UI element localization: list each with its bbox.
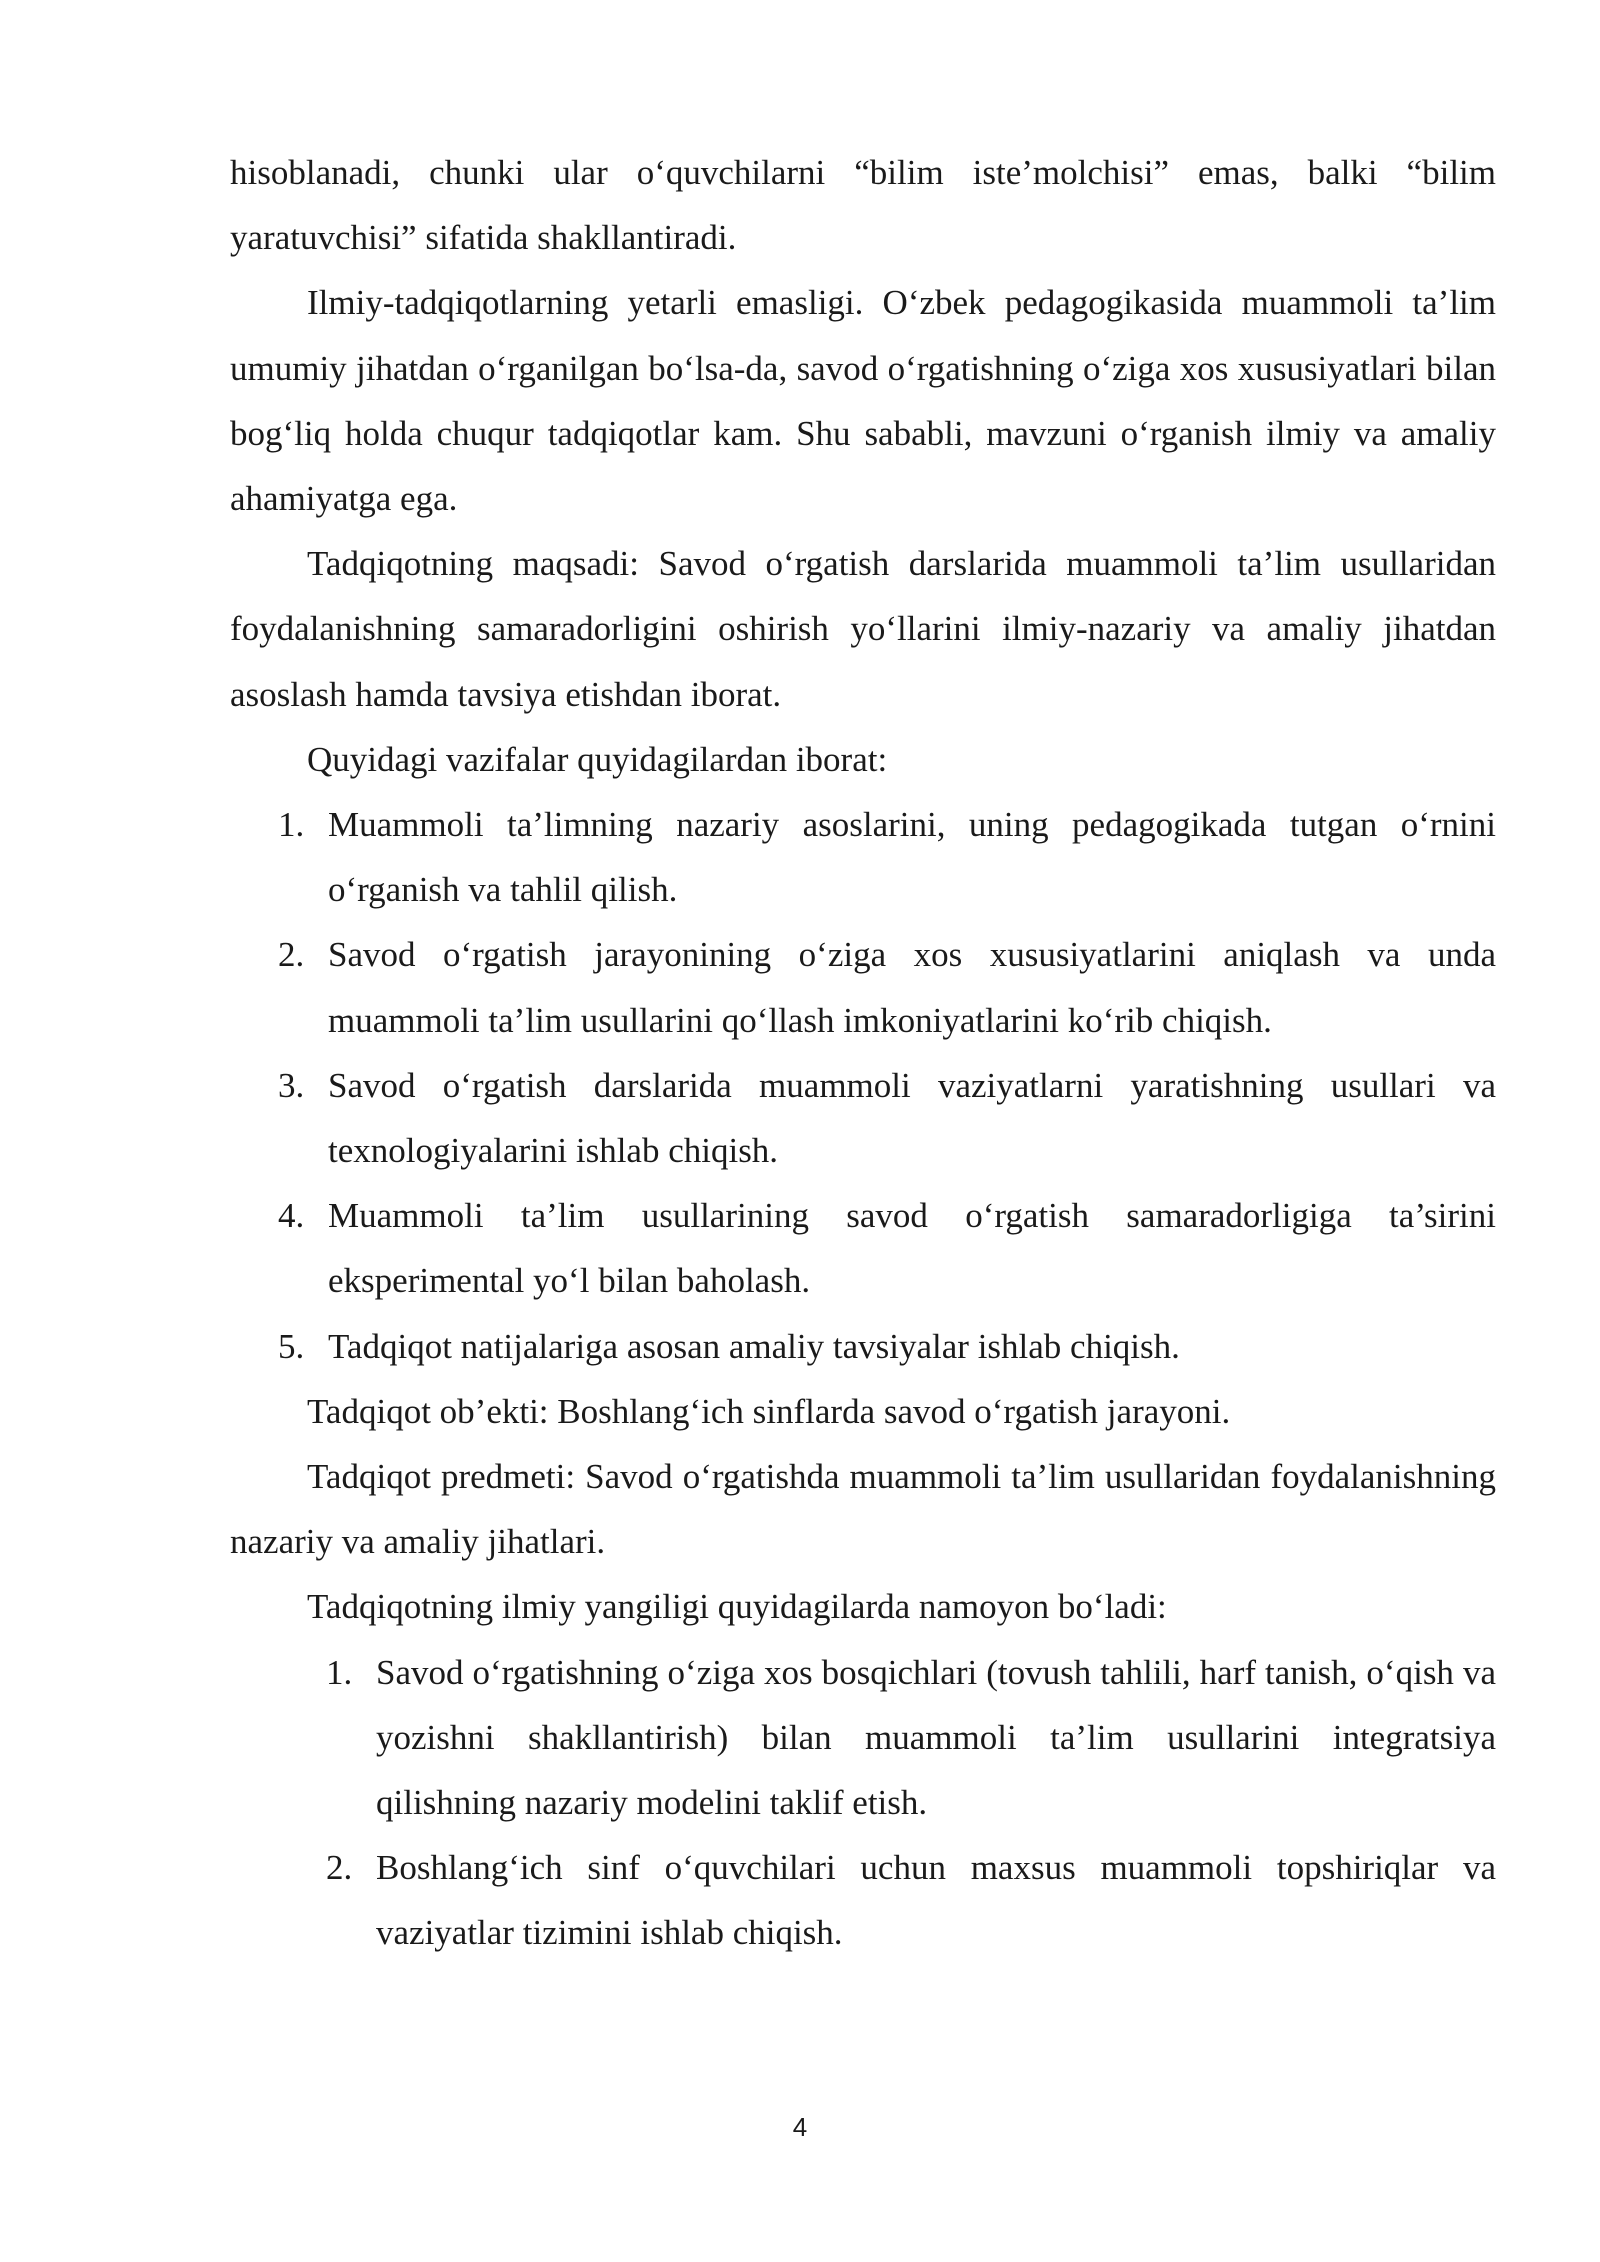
list-item-text: Savod o‘rgatish jarayonining o‘ziga xos xususiyatlarini aniqlash va unda muammoli ta’lim usullarini qo‘llash imkoniyatlarini ko‘rib chiqish. [328, 935, 1496, 1040]
paragraph-research-gap: Ilmiy-tadqiqotlarning yetarli emasligi. O‘zbek pedagogikasida muammoli ta’lim umumiy jihatdan o‘rganilgan bo‘lsa-da, savod o‘rgatishning o‘ziga xos xususiyatlari bilan bog‘liq holda chuqur tadqiqotlar kam. Shu sababli, mavzuni o‘rganish ilmiy va amaliy ahamiyatga ega. [230, 283, 1496, 519]
page-number: 4 [792, 2112, 808, 2142]
list-item-number: 2. [326, 1848, 353, 1888]
list-item-text: Savod o‘rgatish darslarida muammoli vaziyatlarni yaratishning usullari va texnologiyalarini ishlab chiqish. [328, 1065, 1496, 1171]
paragraph-research-subject: Tadqiqot predmeti: Savod o‘rgatishda muammoli ta’lim usullaridan foydalanishning nazariy va amaliy jihatlari. [230, 1457, 1496, 1562]
paragraph-continuation: hisoblanadi, chunki ular o‘quvchilarni “bilim iste’molchisi” emas, balki “bilim yaratuvchisi” sifatida shakllantiradi. [230, 153, 1496, 258]
page-body [230, 140, 1496, 1966]
list-item [230, 1183, 1496, 1313]
list-item [230, 792, 1496, 922]
list-item [230, 1314, 1496, 1379]
list-item [230, 1835, 1496, 1965]
list-item-text: Boshlang‘ich sinf o‘quvchilari uchun maxsus muammoli topshiriqlar va vaziyatlar tizimini ishlab chiqish. [376, 1848, 1496, 1953]
list-item-text: Muammoli ta’limning nazariy asoslarini, uning pedagogikada tutgan o‘rnini o‘rganish va tahlil qilish. [328, 805, 1496, 910]
paragraph-research-object: Tadqiqot ob’ekti: Boshlang‘ich sinflarda savod o‘rgatish jarayoni. [307, 1391, 1231, 1431]
list-item [230, 1053, 1496, 1183]
paragraph-novelty-intro: Tadqiqotning ilmiy yangiligi quyidagilarda namoyon bo‘ladi: [307, 1587, 1167, 1627]
list-item-number: 4. [278, 1196, 305, 1236]
paragraph-research-goal: Tadqiqotning maqsadi: Savod o‘rgatish darslarida muammoli ta’lim usullaridan foydalanishning samaradorligini oshirish yo‘llarini ilmiy-nazariy va amaliy jihatdan asoslash hamda tavsiya etishdan iborat. [230, 544, 1496, 714]
list-item [230, 1640, 1496, 1836]
list-item-number: 3. [278, 1065, 305, 1105]
list-item-number: 5. [278, 1326, 305, 1366]
list-item-number: 2. [278, 935, 305, 975]
list-item-text: Savod o‘rgatishning o‘ziga xos bosqichlari (tovush tahlili, harf tanish, o‘qish va yozishni shakllantirish) bilan muammoli ta’lim usullarini integratsiya qilishning nazariy modelini taklif etish. [376, 1652, 1496, 1823]
paragraph-tasks-intro: Quyidagi vazifalar quyidagilardan iborat: [307, 739, 888, 779]
list-item-number: 1. [278, 805, 305, 845]
list-item-text: Tadqiqot natijalariga asosan amaliy tavsiyalar ishlab chiqish. [328, 1326, 1180, 1366]
list-item-text: Muammoli ta’lim usullarining savod o‘rgatish samaradorligiga ta’sirini eksperimental yo‘l bilan baholash. [328, 1196, 1496, 1301]
list-item-number: 1. [326, 1652, 353, 1692]
tasks-list [230, 792, 1496, 1379]
novelty-list [230, 1640, 1496, 1966]
list-item [230, 922, 1496, 1052]
